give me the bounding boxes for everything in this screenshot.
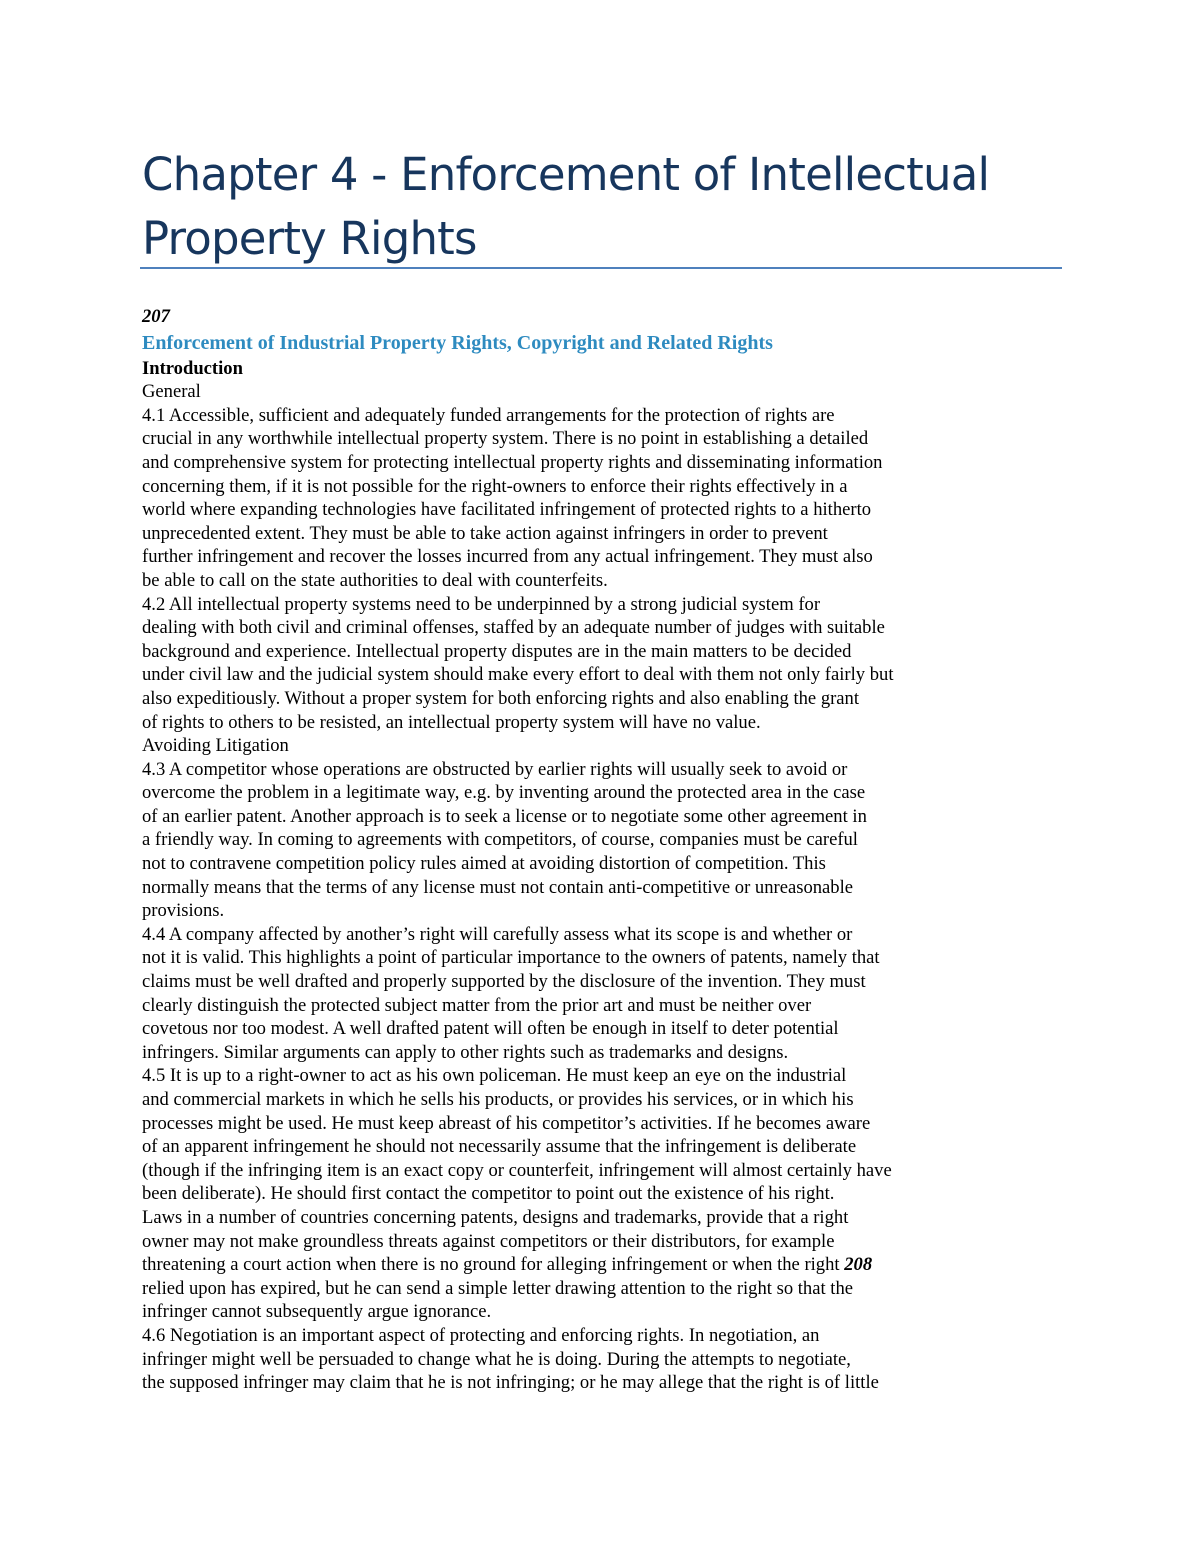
text-line: 4.5 It is up to a right-owner to act as his own policeman. He must keep an eye on the industrial [142, 1065, 847, 1087]
text-line: dealing with both civil and criminal offenses, staffed by an adequate number of judges with suitable [142, 617, 885, 639]
paragraph-lines [142, 380, 1002, 1395]
text-line: and commercial markets in which he sells his products, or provides his services, or in which his [142, 1089, 854, 1110]
text-line: 4.1 Accessible, sufficient and adequately funded arrangements for the protection of rights are [142, 404, 835, 426]
subheading-avoiding-litigation: Avoiding Litigation [142, 735, 289, 757]
text-line: infringer cannot subsequently argue ignorance. [142, 1301, 492, 1323]
text-line-with-page-ref [142, 1253, 1002, 1277]
text-line: infringer might well be persuaded to change what he is doing. During the attempts to negotiate, [142, 1348, 851, 1370]
text-line: unprecedented extent. They must be able to take action against infringers in order to prevent [142, 522, 828, 544]
text-line: 4.2 All intellectual property systems need to be underpinned by a strong judicial system for [142, 593, 821, 615]
text-line: overcome the problem in a legitimate way, e.g. by inventing around the protected area in the case [142, 782, 866, 804]
text-line: not it is valid. This highlights a point of particular importance to the owners of patents, namely that [142, 947, 880, 969]
text-line: (though if the infringing item is an exact copy or counterfeit, infringement will almost certainly have [142, 1159, 892, 1181]
text-line: claims must be well drafted and properly supported by the disclosure of the invention. They must [142, 971, 866, 993]
text-line: be able to call on the state authorities to deal with counterfeits. [142, 569, 608, 591]
text-line: clearly distinguish the protected subject matter from the prior art and must be neither over [142, 994, 812, 1016]
text-line: and comprehensive system for protecting intellectual property rights and disseminating information [142, 451, 883, 473]
text-line: infringers. Similar arguments can apply to other rights such as trademarks and designs. [142, 1041, 789, 1063]
text-line: the supposed infringer may claim that he is not infringing; or he may allege that the right is of little [142, 1372, 879, 1394]
text-line-fragment: threatening a court action when there is no ground for alleging infringement or when the right [142, 1254, 840, 1276]
section-heading: Enforcement of Industrial Property Rights, Copyright and Related Rights [142, 331, 773, 354]
text-line: been deliberate). He should first contact the competitor to point out the existence of his right. [142, 1183, 835, 1205]
text-line: Laws in a number of countries concerning patents, designs and trademarks, provide that a right [142, 1206, 849, 1228]
text-line: normally means that the terms of any license must not contain anti-competitive or unreasonable [142, 876, 854, 898]
text-line: concerning them, if it is not possible for the right-owners to enforce their rights effectively in a [142, 475, 848, 497]
text-line: background and experience. Intellectual property disputes are in the main matters to be decided [142, 640, 852, 662]
text-line: 4.4 A company affected by another’s right will carefully assess what its scope is and whether or [142, 923, 853, 945]
text-line: of rights to others to be resisted, an intellectual property system will have no value. [142, 711, 761, 733]
text-line: provisions. [142, 900, 225, 922]
chapter-title: Chapter 4 - Enforcement of Intellectual Property Rights [142, 148, 990, 265]
text-line: under civil law and the judicial system should make every effort to deal with them not only fairly but [142, 664, 894, 686]
text-line: 4.3 A competitor whose operations are obstructed by earlier rights will usually seek to avoid or [142, 758, 848, 780]
text-line: world where expanding technologies have facilitated infringement of protected rights to a hitherto [142, 499, 872, 521]
text-line: a friendly way. In coming to agreements with competitors, of course, companies must be careful [142, 829, 858, 851]
text-line: not to contravene competition policy rules aimed at avoiding distortion of competition. This [142, 853, 826, 875]
page-number-marker: 208 [844, 1254, 873, 1276]
text-line: 4.6 Negotiation is an important aspect of protecting and enforcing rights. In negotiation, an [142, 1324, 820, 1346]
text-line: of an earlier patent. Another approach is to seek a license or to negotiate some other agreement in [142, 805, 867, 827]
text-line: processes might be used. He must keep abreast of his competitor’s activities. If he becomes aware [142, 1112, 871, 1134]
text-line: further infringement and recover the losses incurred from any actual infringement. They must also [142, 546, 873, 568]
text-line: also expeditiously. Without a proper system for both enforcing rights and also enabling the grant [142, 687, 860, 709]
title-divider [140, 267, 1062, 269]
text-line: of an apparent infringement he should not necessarily assume that the infringement is deliberate [142, 1136, 857, 1158]
subheading-introduction: Introduction [142, 357, 243, 379]
text-line: crucial in any worthwhile intellectual property system. There is no point in establishing a detailed [142, 428, 869, 450]
document-body [142, 305, 1002, 1395]
text-line: General [142, 381, 201, 403]
page-number-marker: 207 [142, 306, 170, 327]
text-line: owner may not make groundless threats against competitors or their distributors, for example [142, 1230, 835, 1252]
text-line: relied upon has expired, but he can send a simple letter drawing attention to the right so that the [142, 1277, 854, 1299]
text-line: covetous nor too modest. A well drafted patent will often be enough in itself to deter potential [142, 1018, 839, 1040]
